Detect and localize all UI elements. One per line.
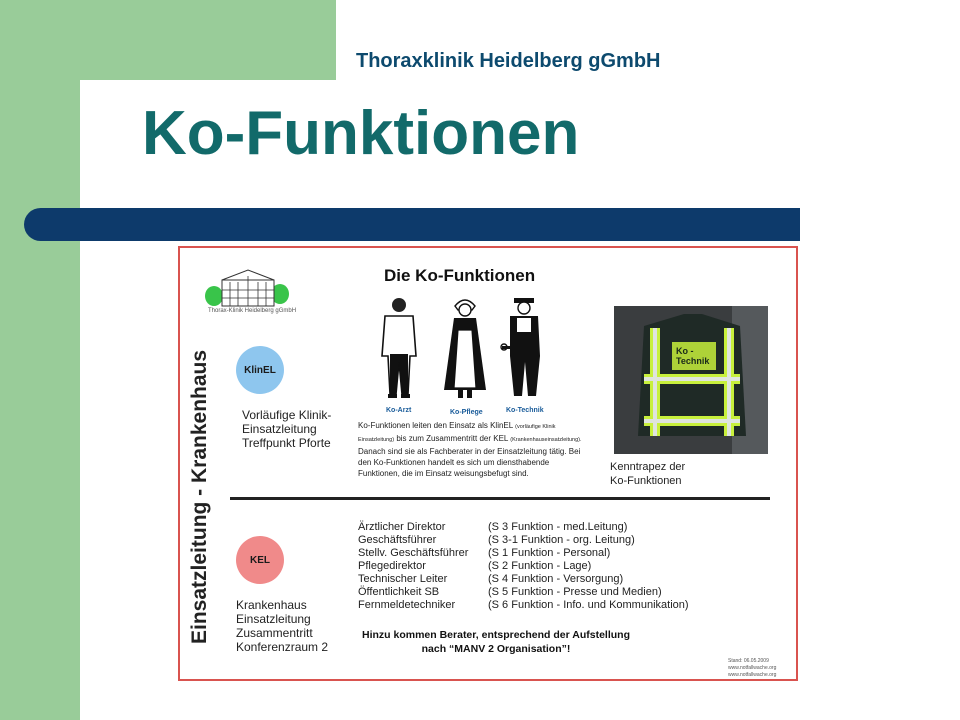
- paragraph-part: Danach sind sie als Fachberater in der Einsatzleitung tätig. Bei den Ko-Funktionen handelt es sich um diensthabende Funktionen, die im Einsatz weisungsbefugt sind.: [358, 447, 581, 478]
- paragraph-smallprint: (Krankenhauseinsatzleitung).: [510, 437, 582, 443]
- clinic-logo: [204, 266, 292, 314]
- advisors-note: [356, 628, 636, 656]
- left-accent-stripe: [0, 0, 80, 720]
- function-holder: Öffentlichkeit SB: [358, 586, 440, 598]
- kel-description: [236, 598, 356, 654]
- ko-functions-paragraph: [358, 420, 590, 479]
- function-role: (S 5 Funktion - Presse und Medien): [488, 586, 662, 598]
- function-row: [358, 560, 689, 573]
- kel-line: Einsatzleitung: [236, 612, 311, 626]
- paragraph-part: Ko-Funktionen leiten den Einsatz als KlinEL: [358, 421, 513, 430]
- kel-line: Zusammentritt: [236, 626, 313, 640]
- ko-functions-heading: Die Ko-Funktionen: [384, 266, 536, 285]
- function-role: (S 1 Funktion - Personal): [488, 547, 611, 559]
- safety-vest-icon: [614, 306, 768, 454]
- logo-caption: Thorax-Klinik Heidelberg gGmbH: [208, 308, 297, 314]
- kel-line: Krankenhaus: [236, 598, 307, 612]
- title-divider-bar: [24, 208, 800, 241]
- slide-title: Ko-Funktionen: [142, 99, 580, 168]
- paragraph-smallprint: (vorläufige Klinik Einsatzleitung): [358, 424, 556, 443]
- doctor-figure-icon: [376, 296, 422, 404]
- vertical-section-label: Einsatzleitung - Krankenhaus: [188, 349, 211, 644]
- function-row: [358, 521, 689, 534]
- function-holder: Pflegedirektor: [358, 560, 426, 572]
- advisors-note-line: nach “MANV 2 Organisation”!: [421, 643, 571, 655]
- version-stamp: [728, 658, 776, 679]
- function-role: (S 6 Funktion - Info. und Kommunikation): [488, 599, 689, 611]
- function-role: (S 2 Funktion - Lage): [488, 560, 592, 572]
- klinel-line: Einsatzleitung: [242, 422, 317, 436]
- paragraph-part: bis zum Zusammentritt der KEL: [396, 434, 509, 443]
- vest-label-line: Ko -: [676, 346, 694, 356]
- klinel-line: Treffpunkt Pforte: [242, 436, 331, 450]
- function-row: [358, 599, 689, 612]
- ko-pflege-label: Ko-Pflege: [450, 409, 483, 416]
- photo-caption-line: Ko-Funktionen: [610, 475, 682, 487]
- function-row: [358, 573, 689, 586]
- ko-arzt-label: Ko-Arzt: [386, 407, 412, 414]
- kel-badge: KEL: [236, 536, 284, 584]
- vest-label: [676, 346, 709, 366]
- photo-caption-line: Kenntrapez der: [610, 461, 686, 473]
- klinel-badge: KlinEL: [236, 346, 284, 394]
- function-role: (S 3 Funktion - med.Leitung): [488, 521, 628, 533]
- embedded-slide-image: [178, 246, 798, 681]
- function-holder: Stellv. Geschäftsführer: [358, 547, 469, 559]
- function-list: [358, 521, 689, 612]
- section-divider: [230, 497, 770, 500]
- function-holder: Technischer Leiter: [358, 573, 448, 585]
- vest-label-line: Technik: [676, 356, 710, 366]
- function-row: [358, 547, 689, 560]
- klinel-description: [242, 408, 352, 450]
- function-row: [358, 586, 689, 599]
- version-stamp-line: www.notfallwache.org: [728, 672, 777, 678]
- function-holder: Ärztlicher Direktor: [358, 521, 446, 533]
- kel-line: Konferenzraum 2: [236, 640, 329, 654]
- version-stamp-line: www.notfallwache.org: [728, 665, 777, 671]
- function-role: (S 3-1 Funktion - org. Leitung): [488, 534, 635, 546]
- function-holder: Fernmeldetechniker: [358, 599, 456, 611]
- nurse-figure-icon: [442, 296, 488, 404]
- safety-vest-photo: [614, 306, 768, 454]
- top-accent-block: [0, 0, 336, 80]
- klinel-line: Vorläufige Klinik-: [242, 408, 332, 422]
- function-role: (S 4 Funktion - Versorgung): [488, 573, 624, 585]
- technician-figure-icon: [500, 296, 550, 404]
- ko-technik-label: Ko-Technik: [506, 407, 544, 414]
- function-row: [358, 534, 689, 547]
- advisors-note-line: Hinzu kommen Berater, entsprechend der Aufstellung: [362, 629, 630, 641]
- organization-name: Thoraxklinik Heidelberg gGmbH: [356, 50, 661, 72]
- photo-caption: [610, 460, 760, 488]
- function-holder: Geschäftsführer: [358, 534, 437, 546]
- version-stamp-line: Stand: 06.05.2009: [728, 658, 769, 664]
